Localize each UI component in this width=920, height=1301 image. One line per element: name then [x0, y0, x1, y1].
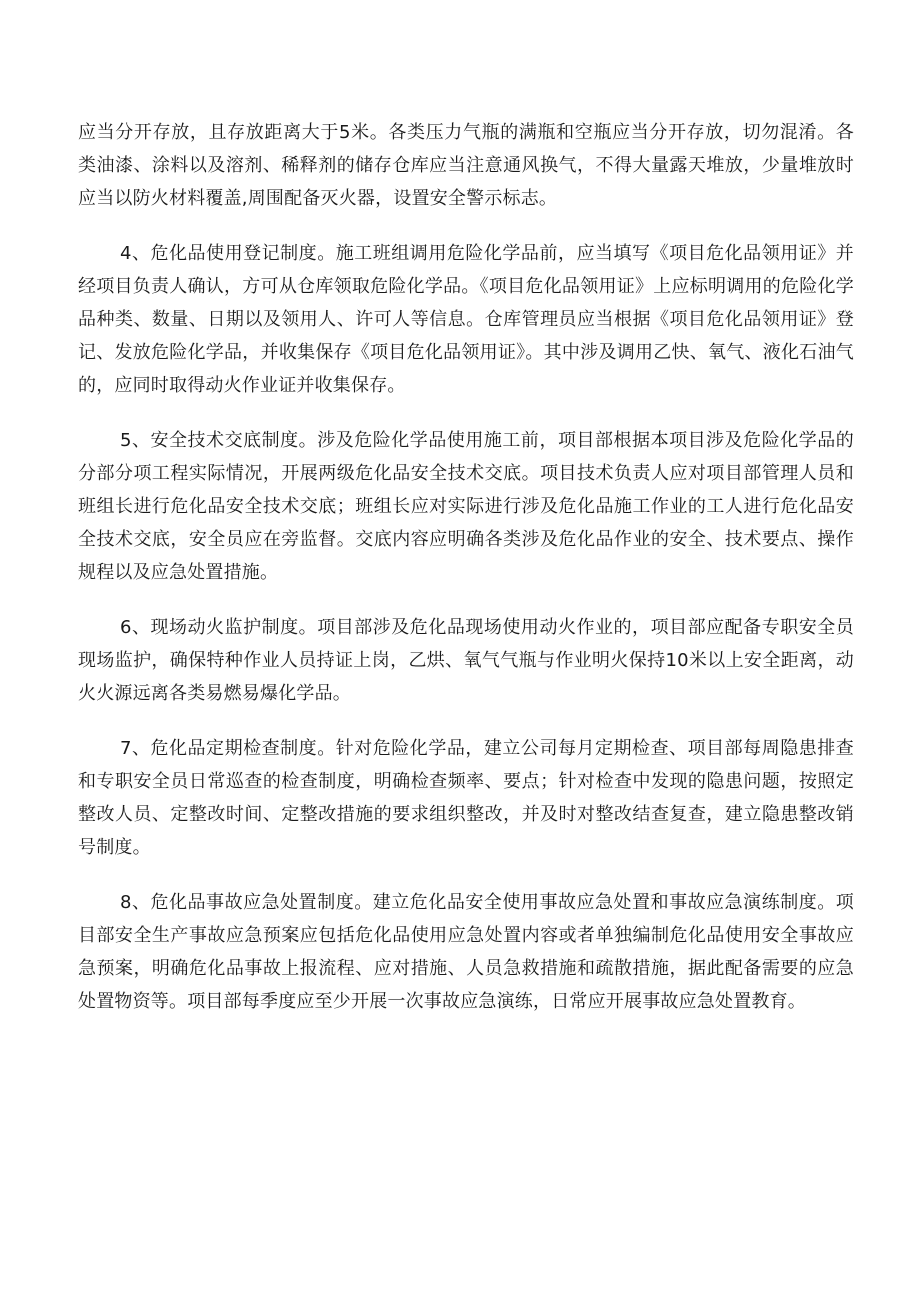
paragraph-usage-registration: 4、危化品使用登记制度。施工班组调用危险化学品前，应当填写《项目危化品领用证》并经项目负责人确认，方可从仓库领取危险化学品。《项目危化品领用证》上应标明调用的危险化学品种类、数量、日期以及领用人、许可人等信息。仓库管理员应当根据《项目危化品领用证》登记、发放危险化学品，并收集保存《项目危化品领用证》。其中涉及调用乙快、氧气、液化石油气的，应同时取得动火作业证并收集保存。 [78, 243, 854, 396]
paragraph-continuation: 应当分开存放，且存放距离大于5米。各类压力气瓶的满瓶和空瓶应当分开存放，切勿混淆。各类油漆、涂料以及溶剂、稀释剂的储存仓库应当注意通风换气，不得大量露天堆放，少量堆放时应当以防火材料覆盖,周围配备灭火器，设置安全警示标志。 [78, 122, 854, 209]
paragraph-emergency-response: 8、危化品事故应急处置制度。建立危化品安全使用事故应急处置和事故应急演练制度。项目部安全生产事故应急预案应包括危化品使用应急处置内容或者单独编制危化品使用安全事故应急预案，明确危化品事故上报流程、应对措施、人员急救措施和疏散措施，据此配备需要的应急处置物资等。项目部每季度应至少开展一次事故应急演练，日常应开展事故应急处置教育。 [78, 892, 854, 1012]
paragraph-hot-work-supervision: 6、现场动火监护制度。项目部涉及危化品现场使用动火作业的，项目部应配备专职安全员现场监护，确保特种作业人员持证上岗，乙烘、氧气气瓶与作业明火保持10米以上安全距离，动火火源远离各类易燃易爆化学品。 [78, 617, 854, 704]
paragraph-periodic-inspection: 7、危化品定期检查制度。针对危险化学品，建立公司每月定期检查、项目部每周隐患排查和专职安全员日常巡查的检查制度，明确检查频率、要点；针对检查中发现的隐患问题，按照定整改人员、定整改时间、定整改措施的要求组织整改，并及时对整改结查复查，建立隐患整改销号制度。 [78, 738, 854, 858]
document-body [78, 116, 854, 1040]
paragraph-safety-briefing: 5、安全技术交底制度。涉及危险化学品使用施工前，项目部根据本项目涉及危险化学品的分部分项工程实际情况，开展两级危化品安全技术交底。项目技术负责人应对项目部管理人员和班组长进行危化品安全技术交底；班组长应对实际进行涉及危化品施工作业的工人进行危化品安全技术交底，安全员应在旁监督。交底内容应明确各类涉及危化品作业的安全、技术要点、操作规程以及应急处置措施。 [78, 430, 854, 583]
